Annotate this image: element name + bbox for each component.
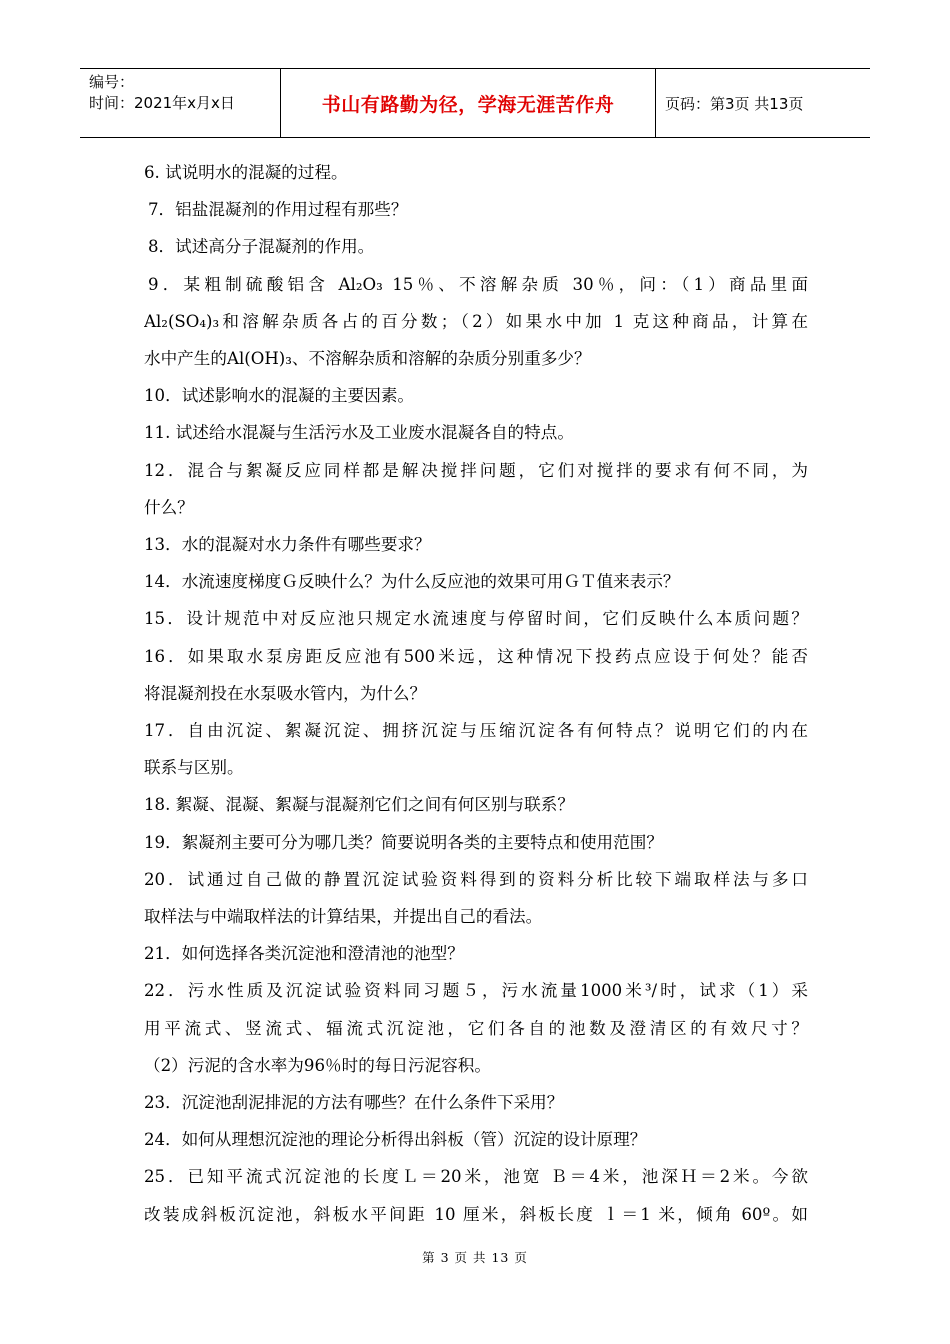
question-line: （2）污泥的含水率为96％时的每日污泥容积。 [144, 1055, 491, 1075]
question-line: Al₂(SO₄)₃和溶解杂质各占的百分数；（2）如果水中加 1 克这种商品，计算在 [144, 311, 808, 331]
question-line: 15．设计规范中对反应池只规定水流速度与停留时间，它们反映什么本质问题？ [144, 609, 808, 629]
question-line: 11. 试述给水混凝与生活污水及工业废水混凝各自的特点。 [144, 423, 574, 443]
question-line: 23．沉淀池刮泥排泥的方法有哪些？在什么条件下采用？ [144, 1092, 564, 1112]
question-line: 什么？ [144, 497, 194, 517]
question-line: 20．试通过自己做的静置沉淀试验资料得到的资料分析比较下端取样法与多口 [144, 869, 808, 889]
question-line: 22．污水性质及沉淀试验资料同习题５，污水流量1000米³/时，试求（1）采 [144, 981, 808, 1001]
question-line: 联系与区别。 [144, 758, 244, 778]
question-line: 19．絮凝剂主要可分为哪几类？简要说明各类的主要特点和使用范围？ [144, 832, 663, 852]
question-line: 18. 絮凝、混凝、絮凝与混凝剂它们之间有何区别与联系？ [144, 795, 574, 815]
question-line: 17．自由沉淀、絮凝沉淀、拥挤沉淀与压缩沉淀各有何特点？说明它们的内在 [144, 720, 808, 740]
question-line: 14．水流速度梯度Ｇ反映什么？为什么反应池的效果可用ＧＴ值来表示？ [144, 572, 680, 592]
header-motto: 书山有路勤为径，学海无涯苦作舟 [281, 69, 656, 137]
document-time: 时间：2021年x月x日 [89, 94, 235, 112]
question-line: 6. 试说明水的混凝的过程。 [144, 163, 348, 182]
question-line: 21．如何选择各类沉淀池和澄清池的池型？ [144, 944, 464, 964]
question-line: 用平流式、竖流式、辐流式沉淀池，它们各自的池数及澄清区的有效尺寸？ [144, 1018, 808, 1038]
question-line: 25．已知平流式沉淀池的长度Ｌ＝20米，池宽 Ｂ＝4米，池深Ｈ＝2米。今欲 [144, 1167, 808, 1187]
question-line: 24．如何从理想沉淀池的理论分析得出斜板（管）沉淀的设计原理？ [144, 1130, 647, 1150]
document-number-label: 编号： [89, 73, 135, 91]
question-line: 改装成斜板沉淀池，斜板水平间距 10 厘米，斜板长度 ｌ＝1 米，倾角 60º。如 [144, 1204, 808, 1224]
question-line: 12．混合与絮凝反应同样都是解决搅拌问题，它们对搅拌的要求有何不同，为 [144, 460, 808, 480]
header-meta [80, 69, 281, 137]
question-line: 9．某粗制硫酸铝含 Al₂O₃ 15％、不溶解杂质 30％，问：（1）商品里面 [148, 274, 808, 294]
question-line: 7．铝盐混凝剂的作用过程有那些？ [148, 200, 408, 220]
page-footer: 第 3 页 共 13 页 [422, 1250, 528, 1265]
question-line: 水中产生的Al(OH)₃、不溶解杂质和溶解的杂质分别重多少？ [144, 348, 591, 368]
question-line: 13．水的混凝对水力条件有哪些要求？ [144, 534, 431, 554]
question-list [144, 154, 808, 1233]
question-line: 10．试述影响水的混凝的主要因素。 [144, 386, 415, 406]
page-header [80, 68, 870, 138]
question-line: 16．如果取水泵房距反应池有500米远，这种情况下投药点应设于何处？能否 [144, 646, 808, 666]
question-line: 取样法与中端取样法的计算结果，并提出自己的看法。 [144, 906, 543, 926]
header-page-info: 页码：第3页 共13页 [665, 94, 804, 113]
question-line: 8．试述高分子混凝剂的作用。 [148, 237, 375, 257]
question-line: 将混凝剂投在水泵吸水管内，为什么？ [144, 683, 427, 703]
